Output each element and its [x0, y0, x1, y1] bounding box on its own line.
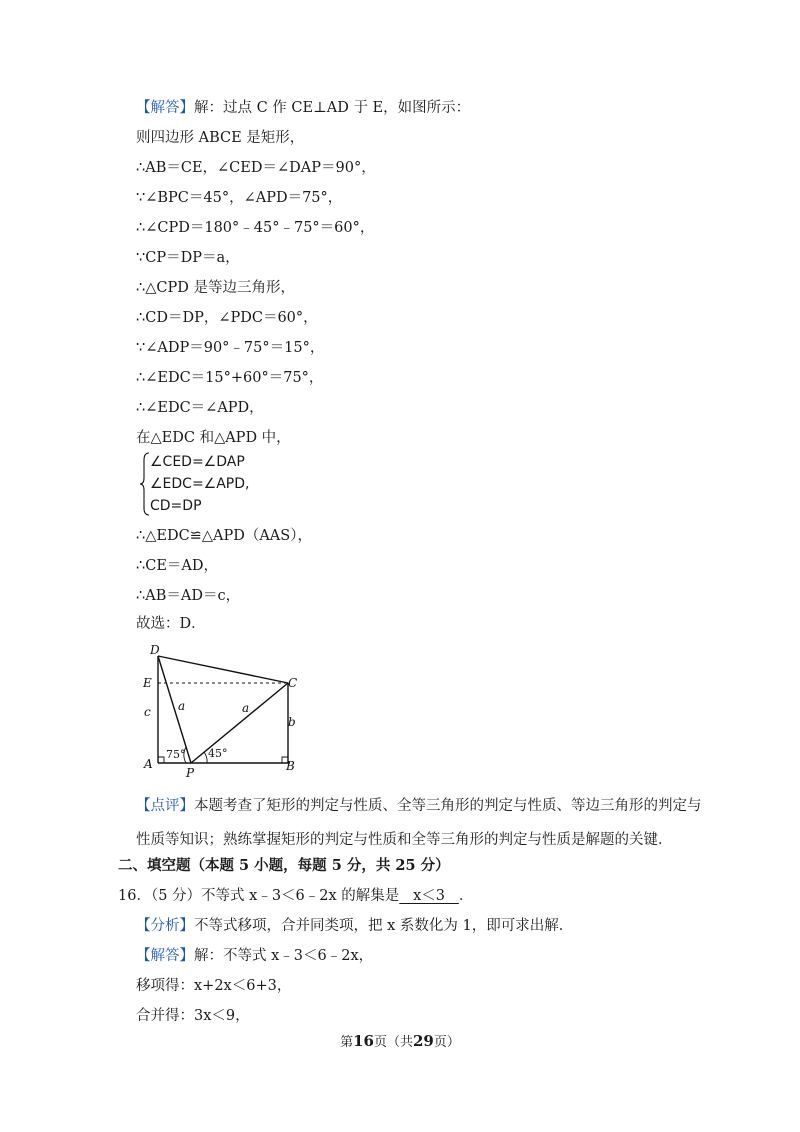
left-brace-icon [140, 452, 150, 516]
solution-line: ∴∠CPD＝180°﹣45°﹣75°＝60°， [136, 220, 375, 236]
comment-line [136, 796, 702, 816]
solution-line: ∴△CPD 是等边三角形， [136, 280, 295, 296]
comment-text: 本题考查了矩形的判定与性质、全等三角形的判定与性质、等边三角形的判定与 [194, 798, 702, 814]
geometry-figure [140, 640, 310, 780]
solution-line [136, 946, 373, 966]
page-total: 29 [413, 1032, 434, 1050]
solution-text: 解：不等式 x﹣3＜6﹣2x， [194, 948, 374, 964]
solution-line: 故选：D． [136, 616, 206, 632]
system-row: ∠CED=∠DAP [150, 454, 245, 470]
analysis-tag: 【分析】 [136, 918, 194, 934]
point-label-b: B [286, 759, 295, 773]
solution-line: ∵∠ADP＝90°﹣75°＝15°， [136, 340, 325, 356]
question-answer: x＜3 [399, 888, 459, 904]
side-label-c: c [144, 705, 151, 719]
solution-line: ∴AB＝AD＝c， [136, 588, 241, 604]
solution-line: ∴∠EDC＝15°+60°＝75°， [136, 370, 324, 386]
segment-pc [191, 683, 288, 763]
solution-line: 则四边形 ABCE 是矩形， [136, 130, 305, 146]
system-row: CD=DP [150, 498, 202, 514]
footer-suffix: 页） [433, 1035, 460, 1050]
side-label-b: b [288, 715, 296, 729]
solution-line: 合并得：3x＜9， [136, 1008, 250, 1024]
point-label-p: P [186, 766, 195, 780]
side-label-a: a [178, 699, 186, 713]
page-number: 16 [353, 1032, 374, 1050]
point-label-c: C [288, 676, 298, 690]
segment-dc [158, 656, 288, 683]
analysis-line [136, 916, 573, 936]
question-text: 16．（5 分）不等式 x﹣3＜6﹣2x 的解集是 [118, 888, 400, 904]
solution-line: 移项得：x+2x＜6+3， [136, 978, 292, 994]
solution-line: 在△EDC 和△APD 中， [136, 430, 291, 446]
solution-line: ∴CE＝AD， [136, 558, 219, 574]
solution-line: ∵∠BPC＝45°，∠APD＝75°， [136, 190, 343, 206]
solution-tag: 【解答】 [136, 948, 194, 964]
question-16 [118, 886, 473, 906]
solution-line: ∴△EDC≌△APD（AAS）， [136, 528, 312, 544]
angle-arc-45 [204, 752, 207, 763]
point-label-a: A [144, 757, 153, 771]
analysis-text: 不等式移项，合并同类项，把 x 系数化为 1，即可求出解． [194, 918, 574, 934]
right-angle-mark [158, 757, 164, 763]
point-label-d: D [150, 643, 160, 657]
solution-line: 解：过点 C 作 CE⊥AD 于 E，如图所示： [194, 100, 471, 116]
solution-line: ∵CP＝DP＝a， [136, 250, 240, 266]
segment-dp [158, 656, 191, 763]
angle-label-75: 75° [166, 748, 186, 761]
section-title: 二、填空题（本题 5 小题，每题 5 分，共 25 分） [118, 857, 450, 874]
comment-tag: 【点评】 [136, 798, 194, 814]
solution-tag: 【解答】 [136, 100, 194, 116]
equation-system [140, 452, 280, 518]
side-label-a: a [242, 701, 250, 715]
point-label-e: E [143, 676, 152, 690]
solution-line: ∴∠EDC＝∠APD， [136, 400, 264, 416]
system-row: ∠EDC=∠APD, [150, 476, 250, 492]
solution-line: ∴CD＝DP，∠PDC＝60°， [136, 310, 318, 326]
question-suffix: ． [458, 888, 474, 904]
footer-middle: 页（共 [373, 1035, 413, 1050]
angle-label-45: 45° [208, 747, 228, 760]
comment-line: 性质等知识；熟练掌握矩形的判定与性质和全等三角形的判定与性质是解题的关键． [136, 832, 673, 848]
footer-prefix: 第 [340, 1035, 354, 1050]
page-footer [0, 1032, 800, 1052]
solution-first-line [136, 98, 470, 118]
solution-line: ∴AB＝CE，∠CED＝∠DAP＝90°， [136, 160, 376, 176]
